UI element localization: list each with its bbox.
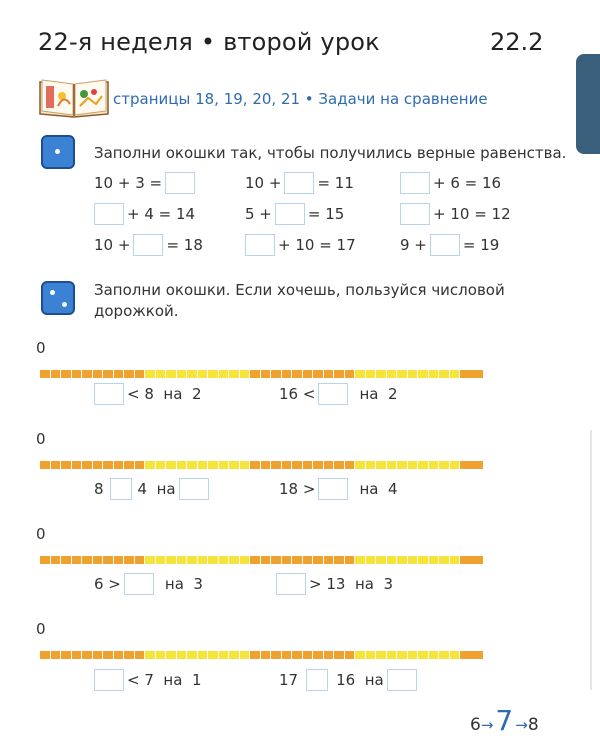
track-cell [40,370,50,378]
track-cell [376,556,386,564]
track-cell [250,461,260,469]
track-cell [166,461,176,469]
track-cell [72,651,82,659]
track-cell [313,556,323,564]
track-cell [429,370,439,378]
track-cell [313,461,323,469]
track-cell [72,556,82,564]
task1-instruction: Заполни окошки так, чтобы получились верные равенства. [94,144,567,162]
track-cell [324,556,334,564]
track-cell [366,461,376,469]
track-cell [418,461,428,469]
track-cell [187,651,197,659]
track-cell [72,461,82,469]
track-cell [324,651,334,659]
track-cell [135,651,145,659]
track-cell [82,461,92,469]
track-cell [324,370,334,378]
answer-box[interactable] [276,573,306,595]
track-cell [345,370,355,378]
track-cell [51,556,61,564]
track-cell [334,556,344,564]
track-cell [429,651,439,659]
track-cell [376,461,386,469]
next-page-number: 8 [527,715,539,735]
number-track [40,370,485,378]
equation-3-1: 10 + = 18 [94,236,203,254]
track-cell [387,461,397,469]
track-cell [208,461,218,469]
track-cell [376,651,386,659]
track-tail [460,556,483,564]
track-cell [439,556,449,564]
answer-box[interactable] [94,203,124,225]
track-cell [387,370,397,378]
comparison-3-right: > 13 на 3 [273,573,393,595]
answer-box[interactable] [318,478,348,500]
track-cell [292,556,302,564]
track-cell [418,556,428,564]
track-cell [198,461,208,469]
track-cell [408,556,418,564]
track-cell [397,651,407,659]
track-cell [61,556,71,564]
track-cell [61,370,71,378]
track-cell [156,370,166,378]
track-cell [177,461,187,469]
answer-box[interactable] [94,383,124,405]
answer-box[interactable] [318,383,348,405]
comparison-1-right: 16 < на 2 [279,385,398,403]
answer-box[interactable] [430,234,460,256]
track-cell [61,461,71,469]
answer-box[interactable] [245,234,275,256]
track-cell [366,556,376,564]
track-cell [292,461,302,469]
track-cell [282,556,292,564]
track-cell [240,556,250,564]
track-cell [177,651,187,659]
track-cell [103,556,113,564]
track-cell [271,651,281,659]
answer-box[interactable] [400,172,430,194]
track-cell [355,461,365,469]
track-cell [450,556,460,564]
dice-one-icon [41,135,75,169]
track-cell [345,556,355,564]
answer-box[interactable] [179,478,209,500]
comparison-4-right: 17 16 на [279,669,420,691]
comparison-2-right: 18 > на 4 [279,480,398,498]
track-cell [303,370,313,378]
track-cell [387,651,397,659]
number-track [40,556,485,564]
track-cell [61,651,71,659]
track-cell [408,370,418,378]
pages-and-topic: страницы 18, 19, 20, 21 • Задачи на сравнение [113,90,488,108]
answer-box[interactable] [133,234,163,256]
track-cell [250,370,260,378]
track-cell [177,556,187,564]
track-cell [72,370,82,378]
track-cell [114,461,124,469]
answer-box[interactable] [284,172,314,194]
track-cell [450,651,460,659]
page-number-nav [470,704,539,737]
track-cell [229,556,239,564]
track-cell [166,556,176,564]
track-cell [450,461,460,469]
track-cell [408,461,418,469]
track-cell [439,651,449,659]
track-cell [334,651,344,659]
answer-box[interactable] [387,669,417,691]
track-cell [261,370,271,378]
answer-box[interactable] [400,203,430,225]
equation-2-2: 5 + = 15 [245,205,345,223]
track-cell [156,556,166,564]
track-cell [82,370,92,378]
track-cell [355,651,365,659]
track-cell [40,651,50,659]
answer-box[interactable] [275,203,305,225]
equation-2-1: + 4 = 14 [91,203,195,225]
answer-box[interactable] [94,669,124,691]
track-cell [145,556,155,564]
track-cell [124,370,134,378]
answer-box[interactable] [306,669,328,691]
track-cell [355,556,365,564]
track-cell [51,651,61,659]
track-cell [114,370,124,378]
number-track [40,461,485,469]
track-cell [145,651,155,659]
track-cell [271,370,281,378]
track-cell [292,370,302,378]
track-cell [313,370,323,378]
track-cell [240,461,250,469]
track-cell [366,651,376,659]
page-edge-line [590,430,592,690]
track-cell [103,651,113,659]
comparison-4-left: < 7 на 1 [91,669,202,691]
track-cell [366,370,376,378]
track-cell [198,556,208,564]
equation-2-3: + 10 = 12 [397,203,511,225]
track-cell [229,651,239,659]
track-cell [271,556,281,564]
track-cell [229,370,239,378]
track-cell [240,370,250,378]
track-cell [313,651,323,659]
track-cell [408,651,418,659]
track-cell [219,370,229,378]
answer-box[interactable] [165,172,195,194]
track-cell [229,461,239,469]
track-cell [345,461,355,469]
lesson-number: 22.2 [490,28,544,56]
track-cell [156,461,166,469]
track-cell [51,370,61,378]
track-cell [261,651,271,659]
track-cell [135,461,145,469]
equation-1-3: + 6 = 16 [397,172,501,194]
task2-instruction: Заполни окошки. Если хочешь, пользуйся числовой дорожкой. [94,281,505,320]
zero-label: 0 [36,430,46,448]
track-cell [166,651,176,659]
track-cell [135,370,145,378]
number-track [40,651,485,659]
equation-3-2: + 10 = 17 [242,234,356,256]
track-cell [124,556,134,564]
track-tail [460,370,483,378]
track-cell [240,651,250,659]
track-cell [271,461,281,469]
comparison-2-left: 8 4 на [94,478,212,500]
track-cell [282,651,292,659]
track-cell [82,556,92,564]
track-cell [418,370,428,378]
track-cell [145,370,155,378]
track-cell [429,461,439,469]
track-cell [187,461,197,469]
track-cell [114,556,124,564]
track-cell [355,370,365,378]
answer-box[interactable] [110,478,132,500]
track-cell [282,370,292,378]
track-cell [334,370,344,378]
track-cell [93,461,103,469]
side-bookmark-tab [576,54,600,154]
equation-3-3: 9 + = 19 [400,236,500,254]
track-cell [261,461,271,469]
track-cell [103,370,113,378]
track-cell [103,461,113,469]
track-cell [93,370,103,378]
track-cell [303,461,313,469]
page-title: 22-я неделя • второй урок [38,28,380,56]
track-cell [208,370,218,378]
arrow-right-icon: → [480,716,494,734]
track-cell [303,556,313,564]
track-cell [334,461,344,469]
track-cell [450,370,460,378]
track-cell [93,651,103,659]
track-cell [166,370,176,378]
track-cell [429,556,439,564]
track-cell [219,651,229,659]
track-cell [93,556,103,564]
track-cell [51,461,61,469]
track-cell [198,651,208,659]
track-tail [460,461,483,469]
track-cell [397,461,407,469]
arrow-right-icon: → [515,716,528,734]
track-cell [219,461,229,469]
equation-1-1: 10 + 3 = [94,172,198,194]
track-cell [40,556,50,564]
dice-two-icon [41,281,75,315]
track-cell [397,556,407,564]
zero-label: 0 [36,525,46,543]
track-cell [198,370,208,378]
track-cell [145,461,155,469]
track-cell [439,370,449,378]
track-tail [460,651,483,659]
track-cell [345,651,355,659]
track-cell [124,461,134,469]
track-cell [250,556,260,564]
answer-box[interactable] [124,573,154,595]
track-cell [156,651,166,659]
book-icon [38,74,110,118]
zero-label: 0 [36,620,46,638]
current-page-number: 7 [495,704,514,737]
comparison-3-left: 6 > на 3 [94,575,203,593]
comparison-1-left: < 8 на 2 [91,383,202,405]
track-cell [135,556,145,564]
track-cell [177,370,187,378]
prev-page-number: 6 [470,715,481,735]
track-cell [439,461,449,469]
track-cell [303,651,313,659]
track-cell [187,370,197,378]
track-cell [208,651,218,659]
track-cell [397,370,407,378]
zero-label: 0 [36,339,46,357]
track-cell [208,556,218,564]
track-cell [82,651,92,659]
track-cell [387,556,397,564]
track-cell [124,651,134,659]
track-cell [324,461,334,469]
track-cell [187,556,197,564]
track-cell [219,556,229,564]
track-cell [261,556,271,564]
track-cell [40,461,50,469]
track-cell [418,651,428,659]
track-cell [292,651,302,659]
track-cell [114,651,124,659]
track-cell [376,370,386,378]
track-cell [282,461,292,469]
track-cell [250,651,260,659]
equation-1-2: 10 + = 11 [245,174,354,192]
